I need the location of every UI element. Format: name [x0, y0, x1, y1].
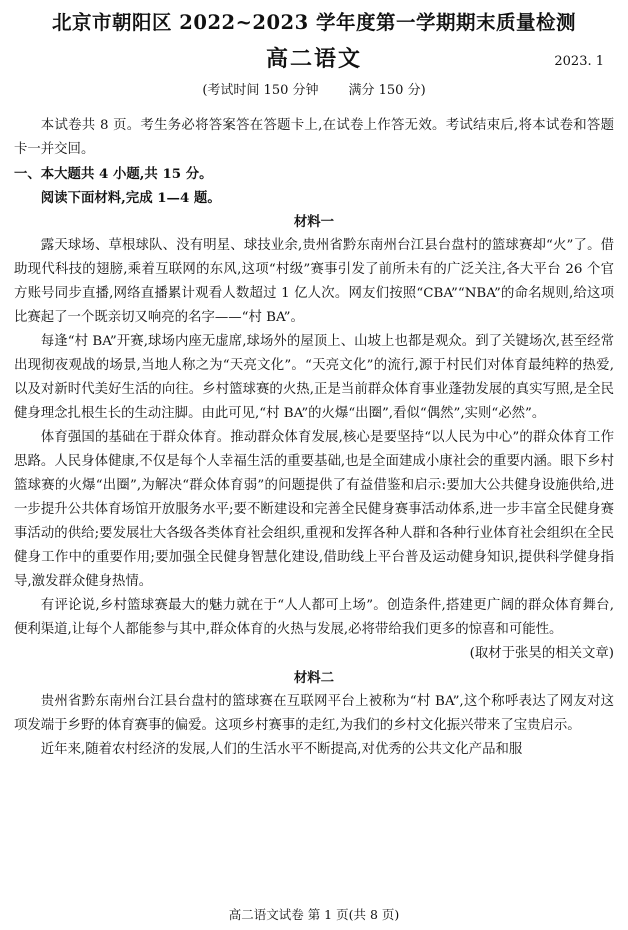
material2-title: 材料二 [293, 670, 335, 686]
exam-title: 北京市朝阳区 2022~2023 学年度第一学期期末质量检测 [52, 11, 576, 34]
material1-title: 材料一 [293, 214, 335, 230]
material1-paragraph: 每逢“村 BA”开赛,球场内座无虚席,球场外的屋顶上、山坡上也都是观众。到了关键场次,甚至经常出现彻夜观战的场景,当地人称之为“天亮文化”。“天亮文化”的流行,源于村民们对体育最纯粹的热爱,以及对新时代美好生活的向往。乡村篮球赛的火热,正是当前群众体育事业蓬勃发展的真实写照,是全民健身理念扎根生长的生动注脚。由此可见,“村 BA”的火爆“出圈”,看似“偶然”,实则“必然”。 [14, 334, 614, 421]
subject-row [14, 44, 614, 78]
exam-date: 2023. 1 [554, 54, 604, 69]
material2-paragraph: 近年来,随着农村经济的发展,人们的生活水平不断提高,对优秀的公共文化产品和服 [40, 742, 523, 757]
section-heading: 一、本大题共 4 小题,共 15 分。 [14, 166, 213, 182]
exam-body [14, 114, 614, 762]
material1-paragraph: 有评论说,乡村篮球赛最大的魅力就在于“人人都可上场”。创造条件,搭建更广阔的群众体育舞台,便利渠道,让每个人都能参与其中,群众体育的火热与发展,必将带给我们更多的惊喜和可能性。 [14, 598, 614, 637]
time-limit: (考试时间 150 分钟 [202, 83, 319, 98]
full-score: 满分 150 分) [348, 83, 426, 98]
material1-source: (取材于张昊的相关文章) [469, 646, 614, 661]
intro-paragraph: 本试卷共 8 页。考生务必将答案答在答题卡上,在试卷上作答无效。考试结束后,将本试卷和答题卡一并交回。 [14, 118, 614, 157]
material1-paragraph: 露天球场、草根球队、没有明星、球技业余,贵州省黔东南州台江县台盘村的篮球赛却“火”了。借助现代科技的翅膀,乘着互联网的东风,这项“村级”赛事引发了前所未有的广泛关注,各大平台 26 个官方账号同步直播,网络直播累计观看人数超过 1 亿人次。网友们按照“CBA”“NBA”的命名规则,给这项比赛起了一个既亲切又响亮的名字——“村 BA”。 [14, 238, 614, 325]
exam-meta [14, 82, 614, 100]
material2-paragraph: 贵州省黔东南州台江县台盘村的篮球赛在互联网平台上被称为“村 BA”,这个称呼表达了网友对这项发端于乡野的体育赛事的偏爱。这项乡村赛事的走红,为我们的乡村文化振兴带来了宝贵启示。 [14, 694, 614, 733]
page-footer: 高二语文试卷 第 1 页(共 8 页) [228, 907, 400, 922]
material1-paragraph: 体育强国的基础在于群众体育。推动群众体育发展,核心是要坚持“以人民为中心”的群众体育工作思路。人民身体健康,不仅是每个人幸福生活的重要基础,也是全面建成小康社会的重要内涵。眼下乡村篮球赛的火爆“出圈”,为解决“群众体育弱”的问题提供了有益借鉴和启示:要加大公共健身设施供给,进一步提升公共体育场馆开放服务水平;要不断建设和完善全民健身赛事活动体系,进一步丰富全民健身赛事活动的供给;要发展壮大各级各类体育社会组织,重视和发挥各种人群和各种行业体育社会组织在全民健身工作中的重要作用;要加强全民健身智慧化建设,借助线上平台普及运动健身知识,提供科学健身指导,激发群众健身热情。 [14, 430, 614, 589]
section-instruction: 阅读下面材料,完成 1—4 题。 [40, 190, 221, 206]
subject-title: 高二语文 [265, 46, 362, 72]
